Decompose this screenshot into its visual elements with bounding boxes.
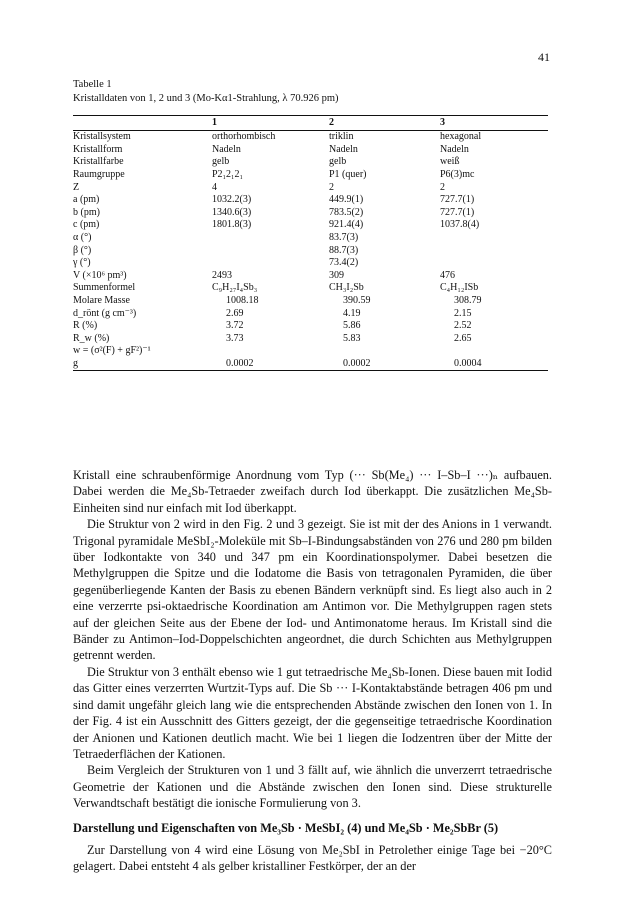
table-header-row bbox=[73, 116, 548, 131]
table-cell bbox=[212, 257, 329, 270]
table-row-label: β (°) bbox=[73, 244, 92, 256]
crystal-data-table bbox=[73, 115, 548, 371]
table-header-cell: 3 bbox=[440, 117, 445, 128]
table-cell: Nadeln bbox=[440, 143, 469, 155]
table-cell: hexagonal bbox=[440, 131, 482, 143]
paragraph: Die Struktur von 3 enthält ebenso wie 1 gut tetraedrische Me₄Sb-Ionen. Diese bauen mit Iodid das Gitter eines verzerrten Wurtzit-Typs auf. Die Sb ··· I-Kontaktabstände betragen 406 pm und sind damit ungefähr gleich lang wie die entsprechenden Abstände zwischen den Ionen von 1. In der Fig. 4 ist ein Ausschnitt des Gitters gezeigt, der die gegenseitige tetraedrische Koordination der Anionen und Kationen deutlich macht. Wie bei 1 liegen die Iodzentren über der Mitte der Tetraederflächen der Kationen. bbox=[73, 664, 552, 761]
table-cell: 5.86 bbox=[343, 320, 361, 332]
table-cell: 88.7(3) bbox=[329, 244, 359, 256]
table-header-cell: 1 bbox=[212, 117, 217, 128]
table-cell: P2₁2₁2₁ bbox=[212, 169, 244, 181]
table-cell: 449.9(1) bbox=[329, 194, 364, 206]
table-row bbox=[73, 345, 548, 358]
paragraph: Die Struktur von 2 wird in den Fig. 2 und 3 gezeigt. Sie ist mit der des Anions in 1 verwandt. Trigonal pyramidale MeSbI₂-Moleküle mit Sb–I-Bindungsabständen von 276 und 280 pm bilden über Iodkontakte von 340 und 347 pm ein Koordinationspolymer. Dabei besetzen die Methylgruppen die Spitze und die Iodatome die Basis von tetragonalen Pyramiden, die über gegenüberliegende Kanten der Basis zu ebenen Bändern verknüpft sind. Es liegt also auch in 2 eine verzerrte psi-oktaedrische Koordination am Antimon vor. Die Methylgruppen ragen stets auf der gleichen Seite aus der Ebene der Iod- und Antimonatome heraus. Im Kristall sind die Bänder zu Antimon–Iod-Doppelschichten angeordnet, die durch Schichten aus Methylgruppen getrennt werden. bbox=[73, 517, 552, 663]
table-row-label: Kristallsystem bbox=[73, 131, 131, 143]
table-row-label: V (×10⁶ pm³) bbox=[73, 269, 127, 281]
table-cell: gelb bbox=[329, 156, 347, 168]
table-row bbox=[73, 333, 548, 346]
table-row-label: g bbox=[73, 357, 78, 369]
table-cell: orthorhombisch bbox=[212, 131, 276, 143]
table-row-label: b (pm) bbox=[73, 206, 100, 218]
table-cell: triklin bbox=[329, 131, 354, 143]
table-row bbox=[73, 219, 548, 232]
paragraph: Beim Vergleich der Strukturen von 1 und 3 fällt auf, wie ähnlich die unverzerrt tetraedrische Geometrie der Kationen und die Abstände zwischen den Ionen sind. Diese strukturelle Verwandtschaft bestätigt die ionische Formulierung von 3. bbox=[73, 763, 552, 811]
table-header-cell bbox=[73, 116, 212, 131]
table-cell: 308.79 bbox=[454, 295, 482, 307]
table-header-cell: 2 bbox=[329, 117, 334, 128]
table-cell: 2 bbox=[440, 181, 445, 193]
table-cell: 4 bbox=[212, 181, 217, 193]
table-cell bbox=[212, 345, 329, 358]
table-cell: 3.73 bbox=[226, 332, 244, 344]
table-row-label: R (%) bbox=[73, 320, 98, 332]
table-row bbox=[73, 181, 548, 194]
table-cell: 73.4(2) bbox=[329, 257, 359, 269]
table-label: Tabelle 1 bbox=[73, 79, 112, 90]
section-heading: Darstellung und Eigenschaften von Me₃Sb · MeSbI₂ (4) und Me₄Sb · Me₂SbBr (5) bbox=[73, 820, 499, 835]
table-row-label: γ (°) bbox=[73, 257, 91, 269]
paragraph: Zur Darstellung von 4 wird eine Lösung von Me₂SbI in Petrolether einige Tage bei −20°C gelagert. Dabei entsteht 4 als gelber kristalliner Festkörper, der an der bbox=[73, 842, 552, 874]
table-row-label: Kristallform bbox=[73, 143, 123, 155]
table-cell: 83.7(3) bbox=[329, 232, 359, 244]
table-cell: C₉H₂₇I₄Sb₃ bbox=[212, 282, 258, 294]
page-number: 41 bbox=[538, 50, 550, 64]
table-row-label: Summenformel bbox=[73, 282, 136, 294]
table-row bbox=[73, 232, 548, 245]
table-cell: Nadeln bbox=[212, 143, 241, 155]
table-cell: 476 bbox=[440, 269, 455, 281]
table-cell bbox=[329, 345, 440, 358]
table-row-label: Kristallfarbe bbox=[73, 156, 124, 168]
table-row-label: d_rönt (g cm⁻³) bbox=[73, 307, 137, 319]
table-row bbox=[73, 320, 548, 333]
table-cell bbox=[440, 345, 548, 358]
table-cell bbox=[440, 232, 548, 245]
table-cell: 1032.2(3) bbox=[212, 194, 252, 206]
table-caption: Kristalldaten von 1, 2 und 3 (Mo-Kα1-Strahlung, λ 70.926 pm) bbox=[73, 93, 339, 104]
table-row bbox=[73, 295, 548, 308]
table-cell: 2.69 bbox=[226, 307, 244, 319]
table-cell bbox=[440, 257, 548, 270]
table-row-label: R_w (%) bbox=[73, 332, 110, 344]
table-cell: P6(3)mc bbox=[440, 169, 475, 181]
table-cell: 727.7(1) bbox=[440, 206, 475, 218]
table-cell: 2.52 bbox=[454, 320, 472, 332]
table-cell: 4.19 bbox=[343, 307, 361, 319]
table-cell: 5.83 bbox=[343, 332, 361, 344]
table-row bbox=[73, 307, 548, 320]
table-cell: 309 bbox=[329, 269, 344, 281]
table-cell bbox=[212, 244, 329, 257]
table-row bbox=[73, 156, 548, 169]
table-cell: 390.59 bbox=[343, 295, 371, 307]
table-cell: 2.65 bbox=[454, 332, 472, 344]
table-cell: gelb bbox=[212, 156, 230, 168]
table-row-label: w = (σ²(F) + gF²)⁻¹ bbox=[73, 345, 151, 357]
table-row-label: Molare Masse bbox=[73, 295, 130, 307]
table-row bbox=[73, 358, 548, 371]
paragraph: Kristall eine schraubenförmige Anordnung vom Typ (··· Sb(Me₄) ··· I–Sb–I ···)ₙ aufbauen. Dabei werden die Me₄Sb-Tetraeder zweifach durch Iod überkappt. Die zusätzlichen Me₄Sb-Einheiten sind nur einfach mit Iod überkappt. bbox=[73, 468, 552, 515]
table-cell: 2 bbox=[329, 181, 334, 193]
table-cell: Nadeln bbox=[329, 143, 358, 155]
table-cell: 2.15 bbox=[454, 307, 472, 319]
table-cell: 1340.6(3) bbox=[212, 206, 252, 218]
table-cell bbox=[212, 232, 329, 245]
table-cell: weiß bbox=[440, 156, 460, 168]
table-cell: CH₃I₂Sb bbox=[329, 282, 364, 294]
table-cell: P1 (quer) bbox=[329, 169, 367, 181]
table-row bbox=[73, 169, 548, 182]
table-cell: 1801.8(3) bbox=[212, 219, 252, 231]
table-row-label: c (pm) bbox=[73, 219, 100, 231]
table-row-label: Z bbox=[73, 181, 80, 193]
table-row bbox=[73, 282, 548, 295]
table-row bbox=[73, 270, 548, 283]
table-body bbox=[73, 131, 548, 371]
table-cell: 0.0002 bbox=[343, 357, 371, 369]
table-cell: 3.72 bbox=[226, 320, 244, 332]
table-row bbox=[73, 194, 548, 207]
table-row bbox=[73, 131, 548, 144]
body-text bbox=[73, 467, 552, 875]
table-cell: 2493 bbox=[212, 269, 232, 281]
table-row bbox=[73, 244, 548, 257]
table-row bbox=[73, 207, 548, 220]
table-row-label: α (°) bbox=[73, 232, 92, 244]
table-cell: 921.4(4) bbox=[329, 219, 364, 231]
table-row-label: Raumgruppe bbox=[73, 169, 125, 181]
table-cell: 783.5(2) bbox=[329, 206, 364, 218]
table-cell bbox=[440, 244, 548, 257]
table-cell: 1008.18 bbox=[226, 295, 259, 307]
table-cell: 0.0002 bbox=[226, 357, 254, 369]
table-cell: 727.7(1) bbox=[440, 194, 475, 206]
table-cell: C₄H₁₂ISb bbox=[440, 282, 479, 294]
table-caption-block bbox=[73, 78, 338, 106]
table-row bbox=[73, 144, 548, 157]
table-cell: 1037.8(4) bbox=[440, 219, 480, 231]
table-cell: 0.0004 bbox=[454, 357, 482, 369]
table-row-label: a (pm) bbox=[73, 194, 100, 206]
table-row bbox=[73, 257, 548, 270]
